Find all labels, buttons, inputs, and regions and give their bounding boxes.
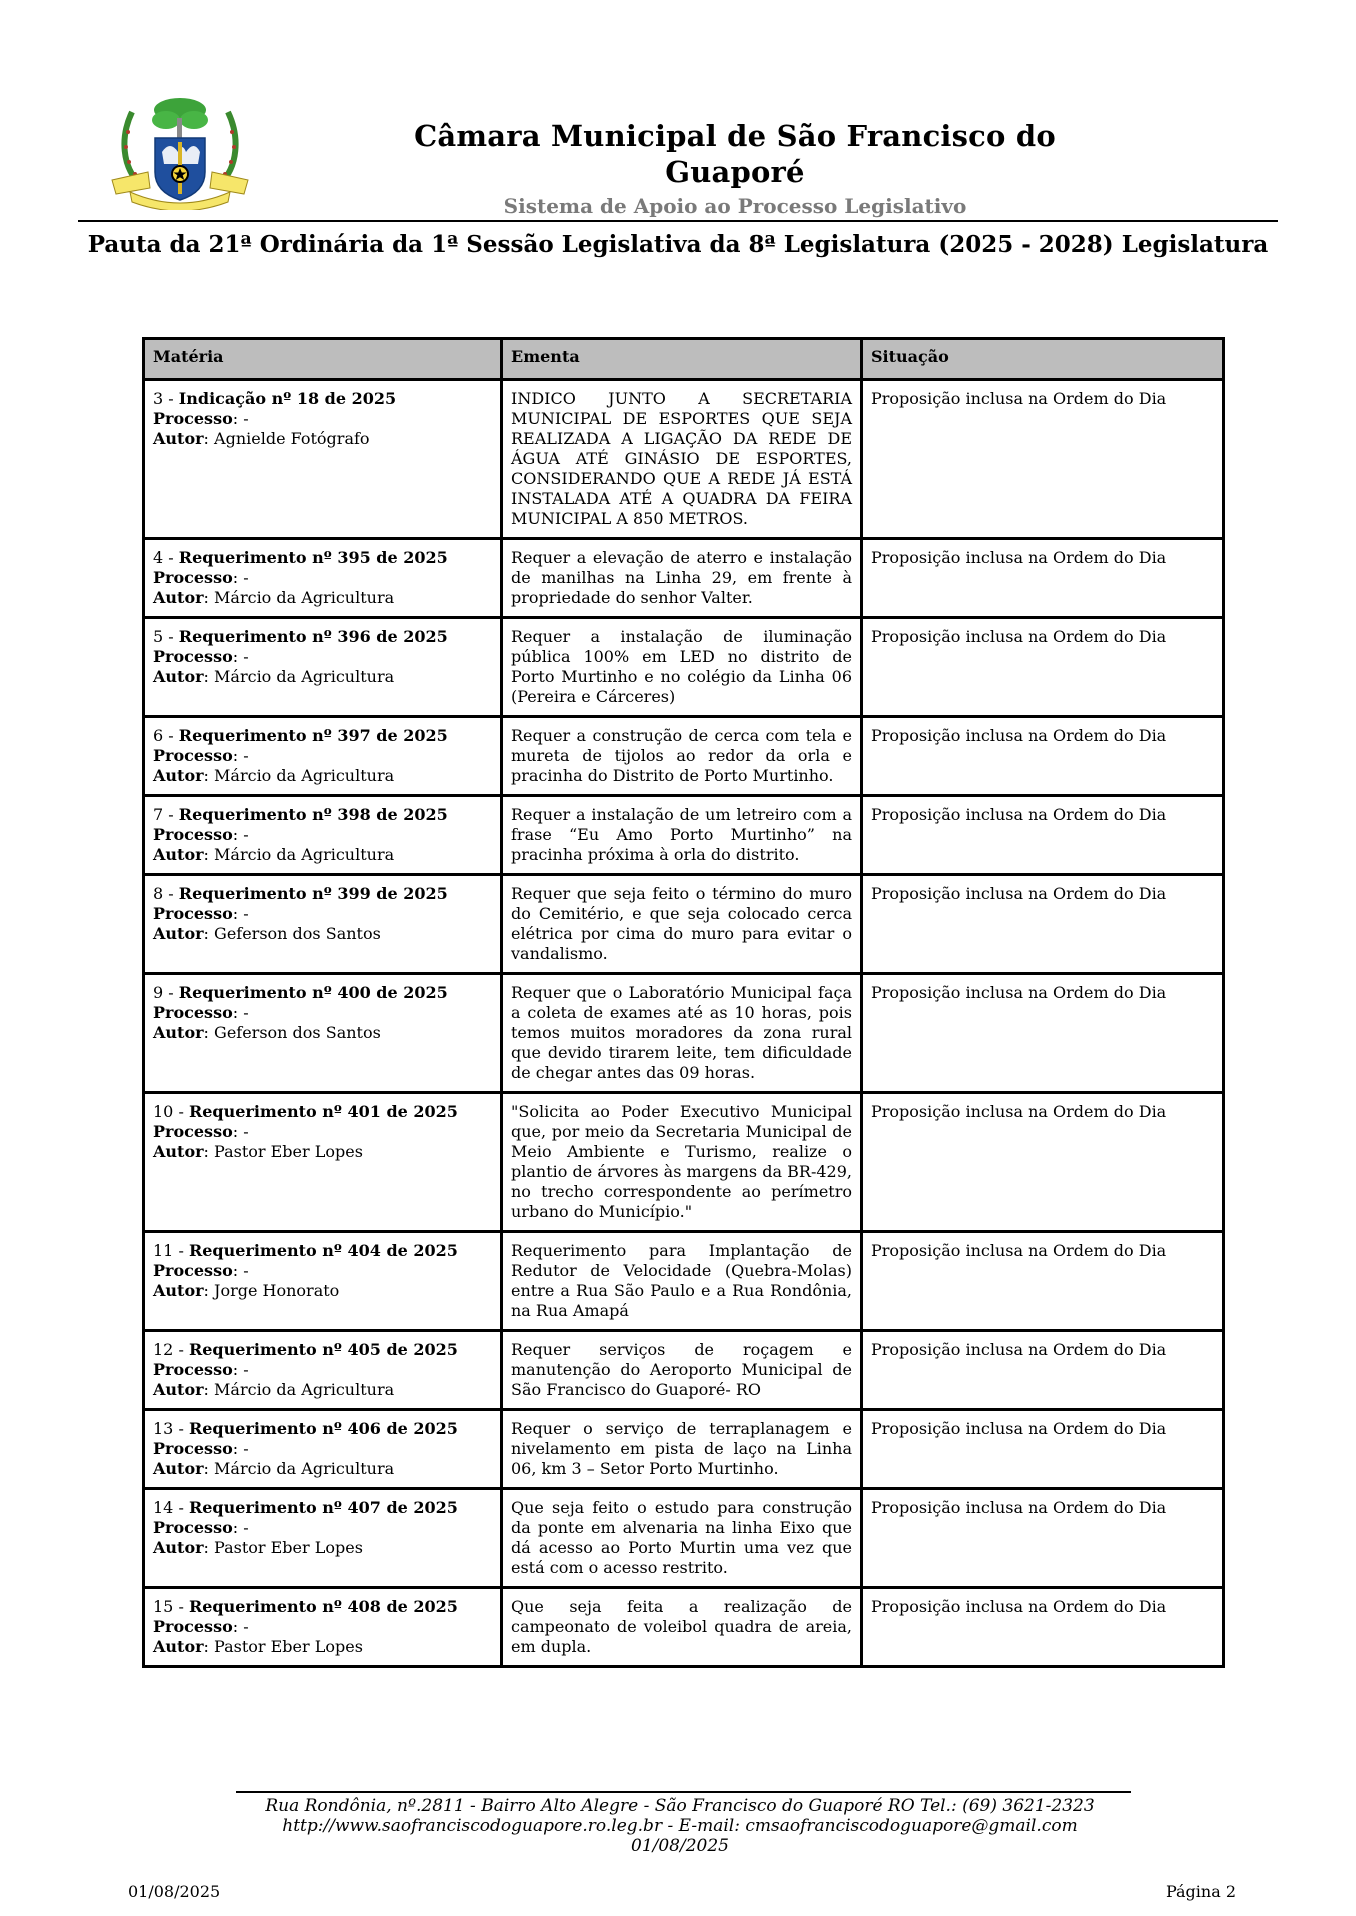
item-number: 4 <box>153 548 164 567</box>
processo-value: - <box>243 1617 249 1636</box>
materia-title: 3 - Indicação nº 18 de 2025 <box>153 389 397 408</box>
table-row <box>144 539 1224 618</box>
agenda-table <box>142 337 1225 1668</box>
autor-value: Márcio da Agricultura <box>214 667 395 686</box>
ementa-cell: Que seja feita a realização de campeonato de voleibol quadra de areia, em dupla. <box>502 1588 862 1667</box>
autor-value: Márcio da Agricultura <box>214 766 395 785</box>
processo-value: - <box>243 647 249 666</box>
footer-address: Rua Rondônia, nº.2811 - Bairro Alto Alegre - São Francisco do Guaporé RO Tel.: (69) 3621-2323 <box>265 1796 1095 1816</box>
item-number: 9 <box>153 983 164 1002</box>
materia-name: Requerimento nº 396 de 2025 <box>178 627 448 646</box>
table-row <box>144 717 1224 796</box>
situacao-cell: Proposição inclusa na Ordem do Dia <box>862 1489 1224 1588</box>
ementa-cell: Que seja feito o estudo para construção da ponte em alvenaria na linha Eixo que dá acesso ao Porto Murtin uma vez que está com o acesso restrito. <box>502 1489 862 1588</box>
table-row <box>144 796 1224 875</box>
autor-value: Geferson dos Santos <box>214 1023 381 1042</box>
autor-label: Autor <box>153 1538 204 1557</box>
autor-value: Márcio da Agricultura <box>214 1459 395 1478</box>
processo-line: Processo: - <box>153 1360 249 1379</box>
ementa-cell: INDICO JUNTO A SECRETARIA MUNICIPAL DE ESPORTES QUE SEJA REALIZADA A LIGAÇÃO DA REDE DE ÁGUA ATÉ GINÁSIO DE ESPORTES, CONSIDERANDO QUE A REDE JÁ ESTÁ INSTALADA ATÉ A QUADRA DA FEIRA MUNICIPAL A 850 METROS. <box>502 380 862 539</box>
situacao-cell: Proposição inclusa na Ordem do Dia <box>862 1331 1224 1410</box>
footer-contact: http://www.saofranciscodoguapore.ro.leg.br - E-mail: cmsaofranciscodoguapore@gmail.com <box>282 1816 1078 1836</box>
table-row <box>144 1331 1224 1410</box>
situacao-cell: Proposição inclusa na Ordem do Dia <box>862 1588 1224 1667</box>
processo-value: - <box>243 1003 249 1022</box>
materia-title: 8 - Requerimento nº 399 de 2025 <box>153 884 448 903</box>
autor-label: Autor <box>153 667 204 686</box>
autor-label: Autor <box>153 924 204 943</box>
materia-name: Requerimento nº 404 de 2025 <box>188 1241 458 1260</box>
materia-title: 4 - Requerimento nº 395 de 2025 <box>153 548 448 567</box>
autor-value: Márcio da Agricultura <box>214 845 395 864</box>
processo-label: Processo <box>153 568 233 587</box>
materia-cell <box>144 974 502 1093</box>
autor-label: Autor <box>153 845 204 864</box>
processo-label: Processo <box>153 1261 233 1280</box>
materia-name: Requerimento nº 401 de 2025 <box>188 1102 458 1121</box>
processo-label: Processo <box>153 647 233 666</box>
materia-name: Requerimento nº 405 de 2025 <box>188 1340 458 1359</box>
system-subtitle: Sistema de Apoio ao Processo Legislativo <box>503 194 967 218</box>
page-date: 01/08/2025 <box>128 1882 221 1901</box>
item-number: 14 <box>153 1498 174 1517</box>
processo-value: - <box>243 746 249 765</box>
materia-title: 12 - Requerimento nº 405 de 2025 <box>153 1340 458 1359</box>
autor-line: Autor: Pastor Eber Lopes <box>153 1637 363 1656</box>
table-header-row <box>144 339 1224 380</box>
item-number: 3 <box>153 389 164 408</box>
situacao-cell: Proposição inclusa na Ordem do Dia <box>862 618 1224 717</box>
processo-label: Processo <box>153 1439 233 1458</box>
processo-line: Processo: - <box>153 568 249 587</box>
processo-value: - <box>243 904 249 923</box>
materia-cell <box>144 717 502 796</box>
processo-value: - <box>243 1518 249 1537</box>
item-number: 6 <box>153 726 164 745</box>
page-number: Página 2 <box>1165 1882 1236 1901</box>
materia-name: Requerimento nº 407 de 2025 <box>188 1498 458 1517</box>
materia-title: 15 - Requerimento nº 408 de 2025 <box>153 1597 458 1616</box>
materia-cell <box>144 1410 502 1489</box>
municipal-coat-of-arms-icon <box>110 92 250 210</box>
situacao-cell: Proposição inclusa na Ordem do Dia <box>862 974 1224 1093</box>
processo-line: Processo: - <box>153 1122 249 1141</box>
situacao-cell: Proposição inclusa na Ordem do Dia <box>862 539 1224 618</box>
item-number: 5 <box>153 627 164 646</box>
materia-title: 9 - Requerimento nº 400 de 2025 <box>153 983 448 1002</box>
processo-line: Processo: - <box>153 1439 249 1458</box>
autor-line: Autor: Márcio da Agricultura <box>153 588 395 607</box>
processo-label: Processo <box>153 1518 233 1537</box>
autor-line: Autor: Geferson dos Santos <box>153 1023 381 1042</box>
table-row <box>144 875 1224 974</box>
materia-cell <box>144 380 502 539</box>
materia-cell <box>144 1588 502 1667</box>
processo-label: Processo <box>153 409 233 428</box>
table-row <box>144 618 1224 717</box>
materia-title: 5 - Requerimento nº 396 de 2025 <box>153 627 448 646</box>
processo-line: Processo: - <box>153 1518 249 1537</box>
processo-label: Processo <box>153 1003 233 1022</box>
autor-line: Autor: Márcio da Agricultura <box>153 1380 395 1399</box>
processo-line: Processo: - <box>153 1617 249 1636</box>
materia-title: 7 - Requerimento nº 398 de 2025 <box>153 805 448 824</box>
item-number: 7 <box>153 805 164 824</box>
situacao-cell: Proposição inclusa na Ordem do Dia <box>862 717 1224 796</box>
autor-line: Autor: Pastor Eber Lopes <box>153 1538 363 1557</box>
materia-cell <box>144 1331 502 1410</box>
table-row <box>144 380 1224 539</box>
autor-line: Autor: Jorge Honorato <box>153 1281 340 1300</box>
processo-value: - <box>243 568 249 587</box>
table-row <box>144 1410 1224 1489</box>
autor-value: Jorge Honorato <box>214 1281 340 1300</box>
processo-line: Processo: - <box>153 746 249 765</box>
materia-title: 11 - Requerimento nº 404 de 2025 <box>153 1241 458 1260</box>
situacao-cell: Proposição inclusa na Ordem do Dia <box>862 380 1224 539</box>
processo-label: Processo <box>153 1122 233 1141</box>
materia-title: 13 - Requerimento nº 406 de 2025 <box>153 1419 458 1438</box>
autor-value: Márcio da Agricultura <box>214 1380 395 1399</box>
autor-label: Autor <box>153 1459 204 1478</box>
materia-cell <box>144 1093 502 1232</box>
item-number: 15 <box>153 1597 174 1616</box>
table-row <box>144 1232 1224 1331</box>
table-row <box>144 1093 1224 1232</box>
materia-name: Requerimento nº 408 de 2025 <box>188 1597 458 1616</box>
coat-of-arms-logo <box>110 92 250 210</box>
materia-cell <box>144 796 502 875</box>
table-row <box>144 1588 1224 1667</box>
table-row <box>144 1489 1224 1588</box>
item-number: 10 <box>153 1102 174 1121</box>
situacao-cell: Proposição inclusa na Ordem do Dia <box>862 1232 1224 1331</box>
autor-value: Agnielde Fotógrafo <box>214 429 370 448</box>
autor-label: Autor <box>153 1023 204 1042</box>
processo-value: - <box>243 1261 249 1280</box>
situacao-cell: Proposição inclusa na Ordem do Dia <box>862 1093 1224 1232</box>
autor-line: Autor: Márcio da Agricultura <box>153 667 395 686</box>
materia-name: Requerimento nº 399 de 2025 <box>178 884 448 903</box>
autor-line: Autor: Pastor Eber Lopes <box>153 1142 363 1161</box>
ementa-cell: Requer serviços de roçagem e manutenção do Aeroporto Municipal de São Francisco do Guaporé- RO <box>502 1331 862 1410</box>
processo-value: - <box>243 409 249 428</box>
header-divider <box>78 220 1278 222</box>
autor-line: Autor: Márcio da Agricultura <box>153 1459 395 1478</box>
materia-cell <box>144 618 502 717</box>
autor-label: Autor <box>153 588 204 607</box>
item-number: 12 <box>153 1340 174 1359</box>
processo-value: - <box>243 1439 249 1458</box>
materia-cell <box>144 539 502 618</box>
footer-divider <box>236 1791 1131 1793</box>
processo-label: Processo <box>153 825 233 844</box>
processo-line: Processo: - <box>153 1003 249 1022</box>
materia-title: 10 - Requerimento nº 401 de 2025 <box>153 1102 458 1121</box>
processo-line: Processo: - <box>153 904 249 923</box>
processo-line: Processo: - <box>153 1261 249 1280</box>
materia-cell <box>144 1489 502 1588</box>
autor-label: Autor <box>153 429 204 448</box>
processo-value: - <box>243 825 249 844</box>
materia-cell <box>144 1232 502 1331</box>
processo-label: Processo <box>153 746 233 765</box>
processo-label: Processo <box>153 1617 233 1636</box>
situacao-cell: Proposição inclusa na Ordem do Dia <box>862 1410 1224 1489</box>
column-header-materia: Matéria <box>144 339 502 380</box>
footer <box>180 1796 1180 1856</box>
autor-value: Márcio da Agricultura <box>214 588 395 607</box>
autor-value: Pastor Eber Lopes <box>214 1538 363 1557</box>
ementa-cell: Requer a construção de cerca com tela e mureta de tijolos ao redor da orla e pracinha do Distrito de Porto Murtinho. <box>502 717 862 796</box>
table-row <box>144 974 1224 1093</box>
autor-value: Pastor Eber Lopes <box>214 1637 363 1656</box>
materia-name: Indicação nº 18 de 2025 <box>178 389 397 408</box>
autor-label: Autor <box>153 766 204 785</box>
document-title: Pauta da 21ª Ordinária da 1ª Sessão Legislativa da 8ª Legislatura (2025 - 2028) Legislatura <box>87 231 1269 258</box>
processo-label: Processo <box>153 1360 233 1379</box>
institution-title: Câmara Municipal de São Francisco do Guaporé <box>414 119 1056 189</box>
column-header-situacao: Situação <box>862 339 1224 380</box>
materia-name: Requerimento nº 397 de 2025 <box>178 726 448 745</box>
item-number: 8 <box>153 884 164 903</box>
column-header-ementa: Ementa <box>502 339 862 380</box>
ementa-cell: Requer a elevação de aterro e instalação de manilhas na Linha 29, em frente à propriedade do senhor Valter. <box>502 539 862 618</box>
ementa-cell: Requer a instalação de iluminação pública 100% em LED no distrito de Porto Murtinho e no colégio da Linha 06 (Pereira e Cárceres) <box>502 618 862 717</box>
ementa-cell: Requer que seja feito o término do muro do Cemitério, e que seja colocado cerca elétrica por cima do muro para evitar o vandalismo. <box>502 875 862 974</box>
materia-cell <box>144 875 502 974</box>
processo-line: Processo: - <box>153 409 249 428</box>
item-number: 13 <box>153 1419 174 1438</box>
materia-name: Requerimento nº 406 de 2025 <box>188 1419 458 1438</box>
autor-line: Autor: Agnielde Fotógrafo <box>153 429 370 448</box>
ementa-cell: Requerimento para Implantação de Redutor de Velocidade (Quebra-Molas) entre a Rua São Paulo e a Rua Rondônia, na Rua Amapá <box>502 1232 862 1331</box>
autor-line: Autor: Márcio da Agricultura <box>153 766 395 785</box>
processo-value: - <box>243 1122 249 1141</box>
autor-line: Autor: Márcio da Agricultura <box>153 845 395 864</box>
processo-line: Processo: - <box>153 647 249 666</box>
ementa-cell: Requer o serviço de terraplanagem e nivelamento em pista de laço na Linha 06, km 3 – Setor Porto Murtinho. <box>502 1410 862 1489</box>
autor-value: Geferson dos Santos <box>214 924 381 943</box>
situacao-cell: Proposição inclusa na Ordem do Dia <box>862 796 1224 875</box>
footer-date: 01/08/2025 <box>631 1836 729 1856</box>
autor-value: Pastor Eber Lopes <box>214 1142 363 1161</box>
materia-name: Requerimento nº 395 de 2025 <box>178 548 448 567</box>
autor-label: Autor <box>153 1637 204 1656</box>
processo-label: Processo <box>153 904 233 923</box>
materia-title: 14 - Requerimento nº 407 de 2025 <box>153 1498 458 1517</box>
situacao-cell: Proposição inclusa na Ordem do Dia <box>862 875 1224 974</box>
processo-line: Processo: - <box>153 825 249 844</box>
item-number: 11 <box>153 1241 174 1260</box>
autor-label: Autor <box>153 1281 204 1300</box>
ementa-cell: "Solicita ao Poder Executivo Municipal que, por meio da Secretaria Municipal de Meio Ambiente e Turismo, realize o plantio de árvores às margens da BR-429, no trecho correspondente ao perímetro urbano do Município." <box>502 1093 862 1232</box>
autor-label: Autor <box>153 1142 204 1161</box>
autor-label: Autor <box>153 1380 204 1399</box>
ementa-cell: Requer que o Laboratório Municipal faça a coleta de exames até as 10 horas, pois temos muitos moradores da zona rural que devido tirarem leite, tem dificuldade de chegar antes das 09 horas. <box>502 974 862 1093</box>
materia-title: 6 - Requerimento nº 397 de 2025 <box>153 726 448 745</box>
materia-name: Requerimento nº 400 de 2025 <box>178 983 448 1002</box>
autor-line: Autor: Geferson dos Santos <box>153 924 381 943</box>
ementa-cell: Requer a instalação de um letreiro com a frase “Eu Amo Porto Murtinho” na pracinha próxima à orla do distrito. <box>502 796 862 875</box>
processo-value: - <box>243 1360 249 1379</box>
materia-name: Requerimento nº 398 de 2025 <box>178 805 448 824</box>
